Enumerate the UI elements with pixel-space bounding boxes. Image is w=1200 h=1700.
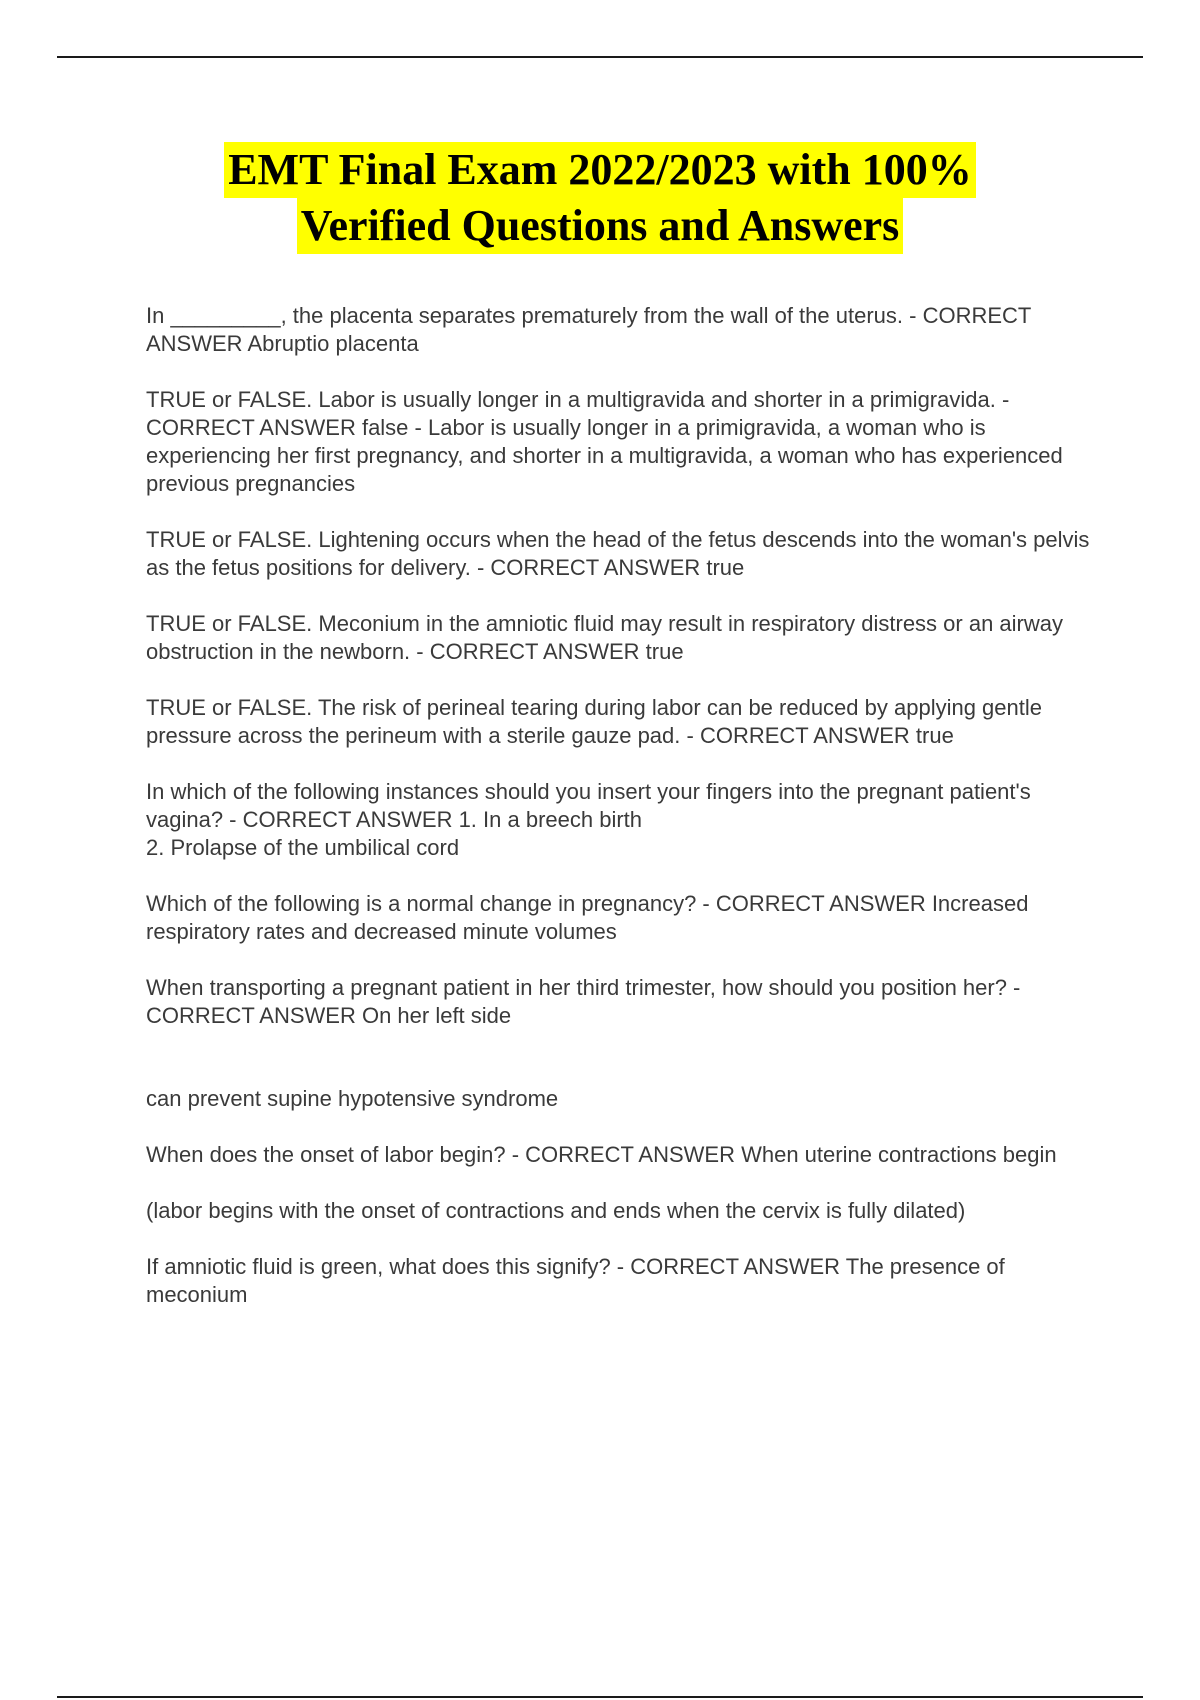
title-line-1: EMT Final Exam 2022/2023 with 100%	[224, 142, 976, 198]
title-line-2: Verified Questions and Answers	[297, 198, 904, 254]
top-divider	[57, 56, 1143, 58]
qa-item-labor-length: TRUE or FALSE. Labor is usually longer in a multigravida and shorter in a primigravida. - CORRECT ANSWER false - Labor is usually longer in a primigravida, a woman who is experiencing her first pregnancy, and shorter in a multigravida, a woman who has experienced previous pregnancies	[146, 387, 1063, 496]
qa-item-onset-labor: When does the onset of labor begin? - CORRECT ANSWER When uterine contractions begin	[146, 1142, 1057, 1167]
qa-item-green-fluid: If amniotic fluid is green, what does this signify? - CORRECT ANSWER The presence of meconium	[146, 1254, 1005, 1307]
qa-item-supine-note: can prevent supine hypotensive syndrome	[146, 1086, 559, 1111]
qa-item-normal-change: Which of the following is a normal change in pregnancy? - CORRECT ANSWER Increased respiratory rates and decreased minute volumes	[146, 891, 1029, 944]
document-title	[60, 142, 1140, 254]
qa-list	[146, 302, 1096, 1337]
bottom-divider	[57, 1696, 1143, 1698]
qa-item-lightening: TRUE or FALSE. Lightening occurs when the head of the fetus descends into the woman's pelvis as the fetus positions for delivery. - CORRECT ANSWER true	[146, 527, 1090, 580]
qa-item-abruptio: In _________, the placenta separates prematurely from the wall of the uterus. - CORRECT ANSWER Abruptio placenta	[146, 303, 1031, 356]
qa-item-insert-fingers: In which of the following instances should you insert your fingers into the pregnant patient's vagina? - CORRECT ANSWER 1. In a breech birth 2. Prolapse of the umbilical cord	[146, 779, 1031, 860]
qa-item-perineal-tearing: TRUE or FALSE. The risk of perineal tearing during labor can be reduced by applying gentle pressure across the perineum with a sterile gauze pad. - CORRECT ANSWER true	[146, 695, 1042, 748]
qa-item-labor-note: (labor begins with the onset of contractions and ends when the cervix is fully dilated)	[146, 1198, 966, 1223]
qa-item-transport-position: When transporting a pregnant patient in her third trimester, how should you position her? - CORRECT ANSWER On her left side	[146, 975, 1021, 1028]
qa-item-meconium-distress: TRUE or FALSE. Meconium in the amniotic fluid may result in respiratory distress or an airway obstruction in the newborn. - CORRECT ANSWER true	[146, 611, 1063, 664]
